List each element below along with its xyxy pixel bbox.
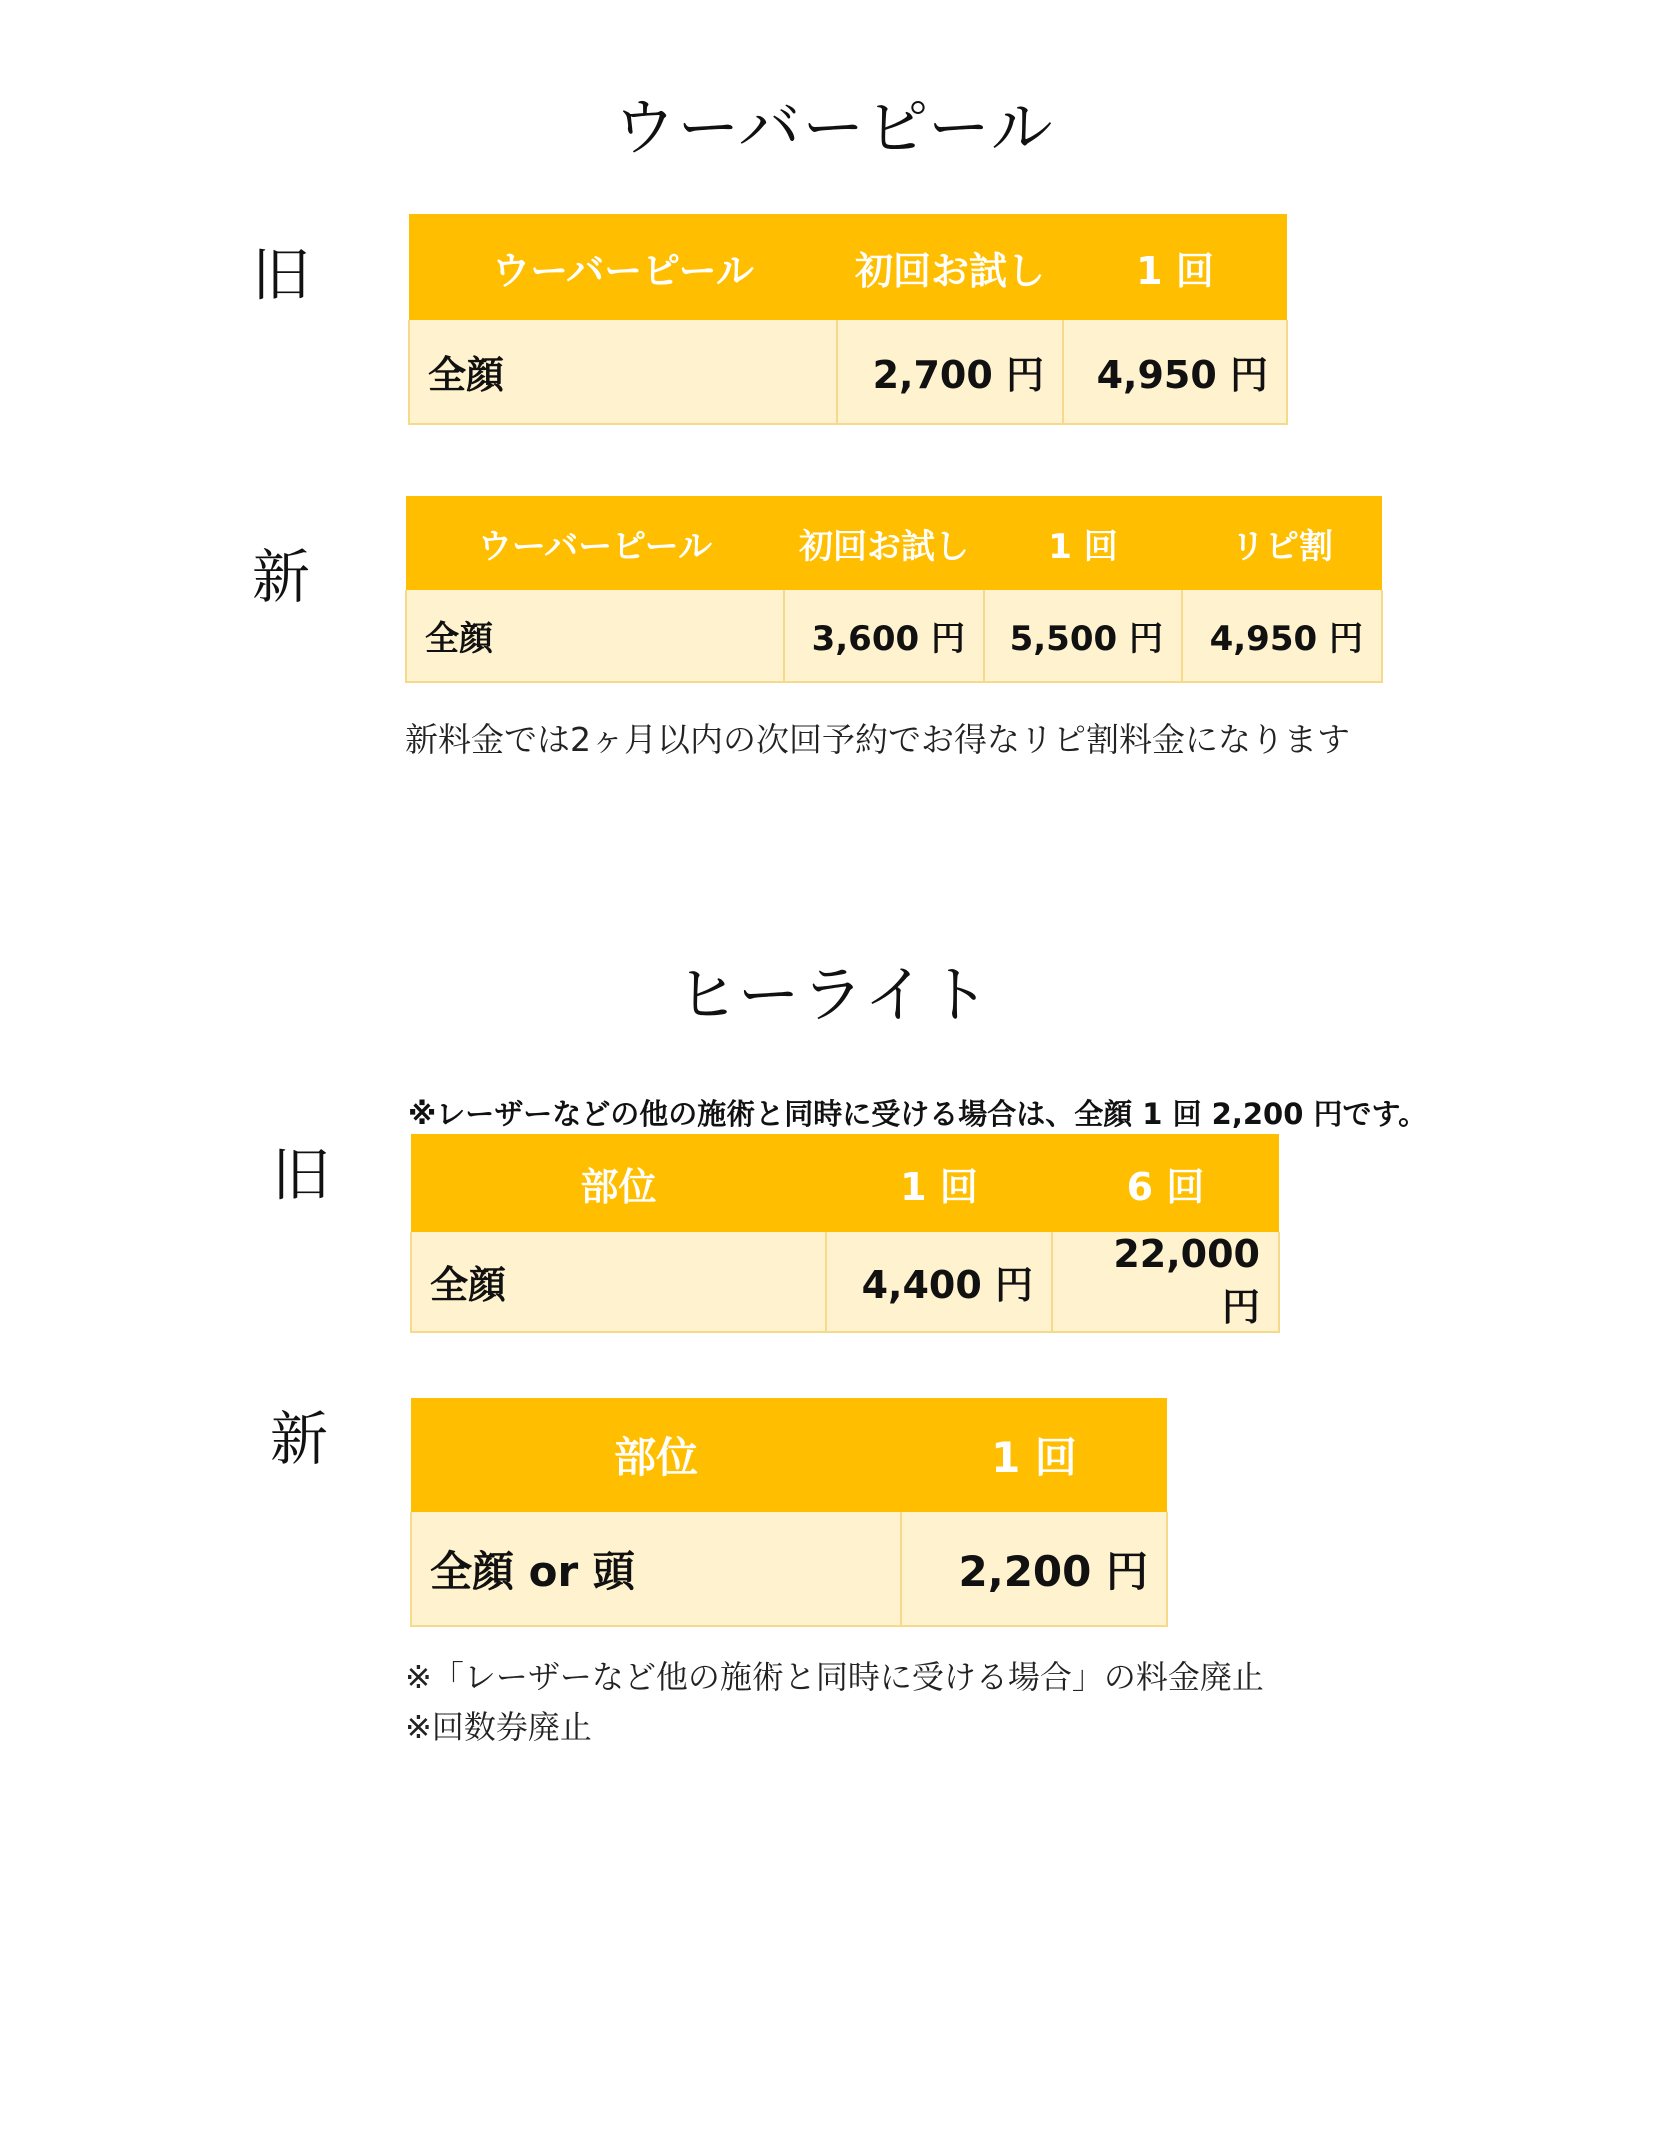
hilite-old-price-table <box>410 1134 1280 1333</box>
header-cell: 部位 <box>411 1398 901 1512</box>
table-header-row <box>409 214 1287 320</box>
table-row <box>406 590 1382 682</box>
old-label-hilite: 旧 <box>272 1141 331 1209</box>
price-cell: 5,500 円 <box>984 590 1182 682</box>
header-cell: 6 回 <box>1052 1134 1279 1232</box>
old-label-uber: 旧 <box>252 241 311 309</box>
header-cell: 初回お試し <box>837 214 1063 320</box>
price-cell: 4,950 円 <box>1063 320 1287 424</box>
combined-treatment-warning: ※レーザーなどの他の施術と同時に受ける場合は、全顔 1 回 2,200 円です。 <box>408 1097 1428 1131</box>
abolished-combined-fee-note: ※「レーザーなど他の施術と同時に受ける場合」の料金廃止 <box>405 1658 1264 1696</box>
header-cell: リピ割 <box>1182 496 1382 590</box>
price-cell: 3,600 円 <box>784 590 984 682</box>
uber-old-price-table <box>408 214 1288 425</box>
table-row <box>411 1232 1279 1332</box>
repeat-discount-note: 新料金では2ヶ月以内の次回予約でお得なリピ割料金になります <box>405 720 1350 759</box>
part-cell: 全顔 <box>411 1232 826 1332</box>
price-cell: 4,950 円 <box>1182 590 1382 682</box>
part-cell: 全顔 or 頭 <box>411 1512 901 1626</box>
table-header-row <box>406 496 1382 590</box>
header-cell: 1 回 <box>826 1134 1052 1232</box>
table-row <box>409 320 1287 424</box>
header-cell: 初回お試し <box>784 496 984 590</box>
hilite-title: ヒーライト <box>676 958 992 1031</box>
table-header-row <box>411 1134 1279 1232</box>
price-cell: 22,000 円 <box>1052 1232 1279 1332</box>
header-cell: 1 回 <box>984 496 1182 590</box>
price-cell: 2,200 円 <box>901 1512 1167 1626</box>
uber-new-price-table <box>405 496 1383 683</box>
part-cell: 全顔 <box>409 320 837 424</box>
header-cell: 1 回 <box>901 1398 1167 1512</box>
new-label-uber: 新 <box>252 543 311 611</box>
part-cell: 全顔 <box>406 590 784 682</box>
new-label-hilite: 新 <box>270 1405 329 1473</box>
header-cell: ウーバーピール <box>406 496 784 590</box>
header-cell: ウーバーピール <box>409 214 837 320</box>
uber-peel-title: ウーバーピール <box>613 91 1055 164</box>
price-cell: 4,400 円 <box>826 1232 1052 1332</box>
header-cell: 部位 <box>411 1134 826 1232</box>
price-cell: 2,700 円 <box>837 320 1063 424</box>
table-header-row <box>411 1398 1167 1512</box>
hilite-new-price-table <box>410 1398 1168 1627</box>
header-cell: 1 回 <box>1063 214 1287 320</box>
table-row <box>411 1512 1167 1626</box>
abolished-coupon-note: ※回数券廃止 <box>405 1708 592 1746</box>
